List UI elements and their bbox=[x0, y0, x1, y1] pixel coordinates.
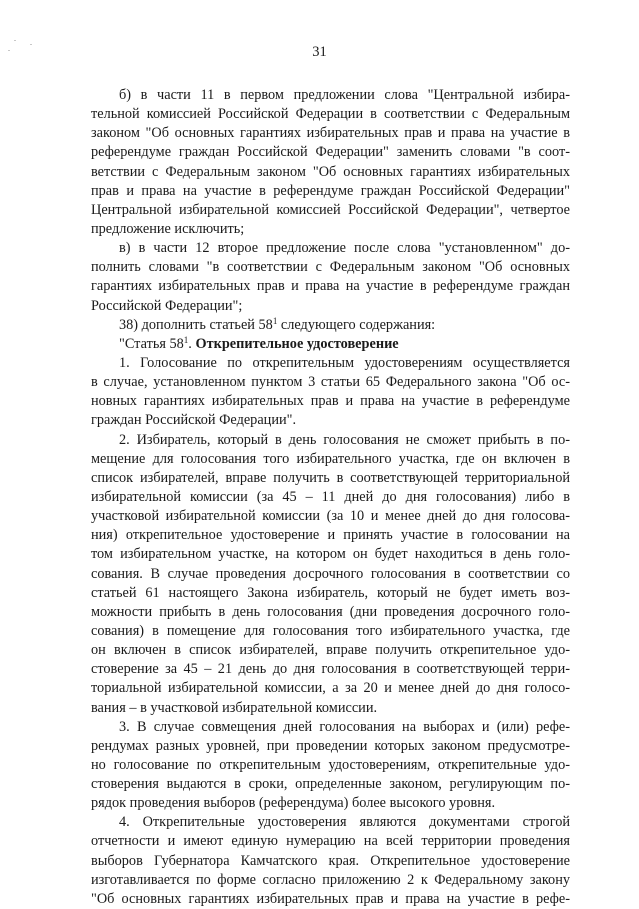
text-line: сования) в помещение для голосования того избирательного участка, где bbox=[91, 622, 570, 639]
text-line: "Об основных гарантиях избирательных прав и права на участие в рефе- bbox=[91, 890, 570, 907]
text-line: избирательной комиссии (за 45 – 11 дней до дня голосования) либо в bbox=[91, 488, 570, 505]
text-line: стоверения выдаются в сроки, определенные законом, регулирующим по- bbox=[91, 776, 570, 793]
text-line: том избирательном участке, на котором он будет находиться в день голо- bbox=[91, 546, 570, 563]
text-line: тельной комиссией Российской Федерации в соответствии с Федеральным bbox=[91, 106, 570, 123]
text-line: ветствии с Федеральным законом "Об основных гарантиях избирательных bbox=[91, 163, 570, 180]
page-number: 31 bbox=[312, 44, 327, 60]
article-number: "Статья 58 bbox=[119, 335, 184, 352]
text-line: вания – в участковой избирательной комиссии. bbox=[91, 699, 378, 716]
article-point-4 bbox=[91, 813, 570, 909]
text-line: в случае, установленном пунктом 3 статьи 65 Федерального закона "Об ос- bbox=[91, 374, 570, 391]
text-line: можности прибыть в день голосования (дни проведения досрочного голо- bbox=[91, 603, 570, 620]
text-line: изготавливается по форме согласно приложению 2 к Федеральному закону bbox=[91, 871, 570, 888]
text-line: гарантиях избирательных прав и права на участие в референдуме граждан bbox=[91, 278, 570, 295]
article-title: Открепительное удостоверение bbox=[195, 335, 399, 352]
text-line: рядок проведения выборов (референдума) более высокого уровня. bbox=[91, 795, 496, 812]
superscript: 1 bbox=[183, 334, 189, 345]
text-line: участковой избирательной комиссии (за 10 и менее дней до дня голосова- bbox=[91, 508, 570, 525]
text-line: но голосование по открепительным удостоверениям, открепительные удо- bbox=[91, 756, 570, 773]
text-line: мещение для голосования того избирательного участка, где он включен в bbox=[91, 450, 570, 467]
text-line: полнить словами "в соответствии с Федеральным законом "Об основных bbox=[91, 259, 570, 276]
text-line: б) в части 11 в первом предложении слова "Центральной избира- bbox=[119, 87, 570, 103]
text-line: Российской Федерации"; bbox=[91, 297, 243, 314]
text-line: новных гарантиях избирательных прав и права на участие в референдуме bbox=[91, 393, 570, 410]
superscript: 1 bbox=[272, 315, 278, 326]
article-point-2 bbox=[91, 431, 570, 718]
text-segment: . bbox=[188, 335, 196, 352]
item-38 bbox=[91, 316, 570, 335]
text-line: 1. Голосование по открепительным удостоверениям осуществляется bbox=[119, 354, 570, 371]
paragraph-b bbox=[91, 86, 570, 239]
text-line bbox=[91, 335, 570, 354]
text-line: в) в части 12 второе предложение после слова "установленном" до- bbox=[119, 240, 570, 257]
text-line: статьей 61 настоящего Закона избиратель, который не будет иметь воз- bbox=[91, 584, 570, 601]
text-line: 2. Избиратель, который в день голосования не сможет прибыть в по- bbox=[119, 431, 570, 448]
text-line: законом "Об основных гарантиях избирательных прав и права на участие в bbox=[91, 125, 570, 142]
text-line: стоверение за 45 – 21 день до дня голосования в соответствующей терри- bbox=[91, 661, 570, 678]
text-line: рендумах разных уровней, при проведении которых законом предусмотре- bbox=[91, 737, 570, 754]
text-line: отчетности и имеют единую нумерацию на всей территории проведения bbox=[91, 833, 570, 850]
text-line: прав и права на участие в референдуме граждан Российской Федерации" bbox=[91, 182, 570, 199]
article-point-1 bbox=[91, 354, 570, 431]
text-line: ния) открепительное удостоверение и принять участие в голосовании на bbox=[91, 527, 570, 544]
text-line: ториальной избирательной комиссии, а за 20 и менее дней до дня голосо- bbox=[91, 680, 570, 697]
text-line: предложение исключить; bbox=[91, 220, 245, 237]
text-line bbox=[91, 316, 570, 335]
text-line: сования. В случае проведения досрочного голосования в соответствии со bbox=[91, 565, 570, 582]
text-line: Центральной избирательной комиссией Российской Федерации", четвертое bbox=[91, 201, 570, 218]
text-line: 4. Открепительные удостоверения являются документами строгой bbox=[119, 814, 570, 831]
text-line: граждан Российской Федерации". bbox=[91, 412, 297, 429]
paragraph-v bbox=[91, 239, 570, 316]
text-segment: следующего содержания: bbox=[277, 316, 436, 333]
text-line: 3. В случае совмещения дней голосования на выборах и (или) рефе- bbox=[119, 718, 570, 735]
article-point-3 bbox=[91, 718, 570, 814]
text-segment: 38) дополнить статьей 58 bbox=[119, 316, 273, 333]
text-line: он включен в список избирателей, вправе получить открепительное удо- bbox=[91, 642, 570, 659]
document-body bbox=[91, 86, 570, 909]
text-line: референдуме граждан Российской Федерации" заменить словами "в соот- bbox=[91, 144, 570, 161]
article-heading bbox=[91, 335, 570, 354]
text-line: список избирателей, вправе получить в соответствующей территориальной bbox=[91, 469, 570, 486]
text-line: выборов Губернатора Камчатского края. Открепительное удостоверение bbox=[91, 852, 570, 869]
